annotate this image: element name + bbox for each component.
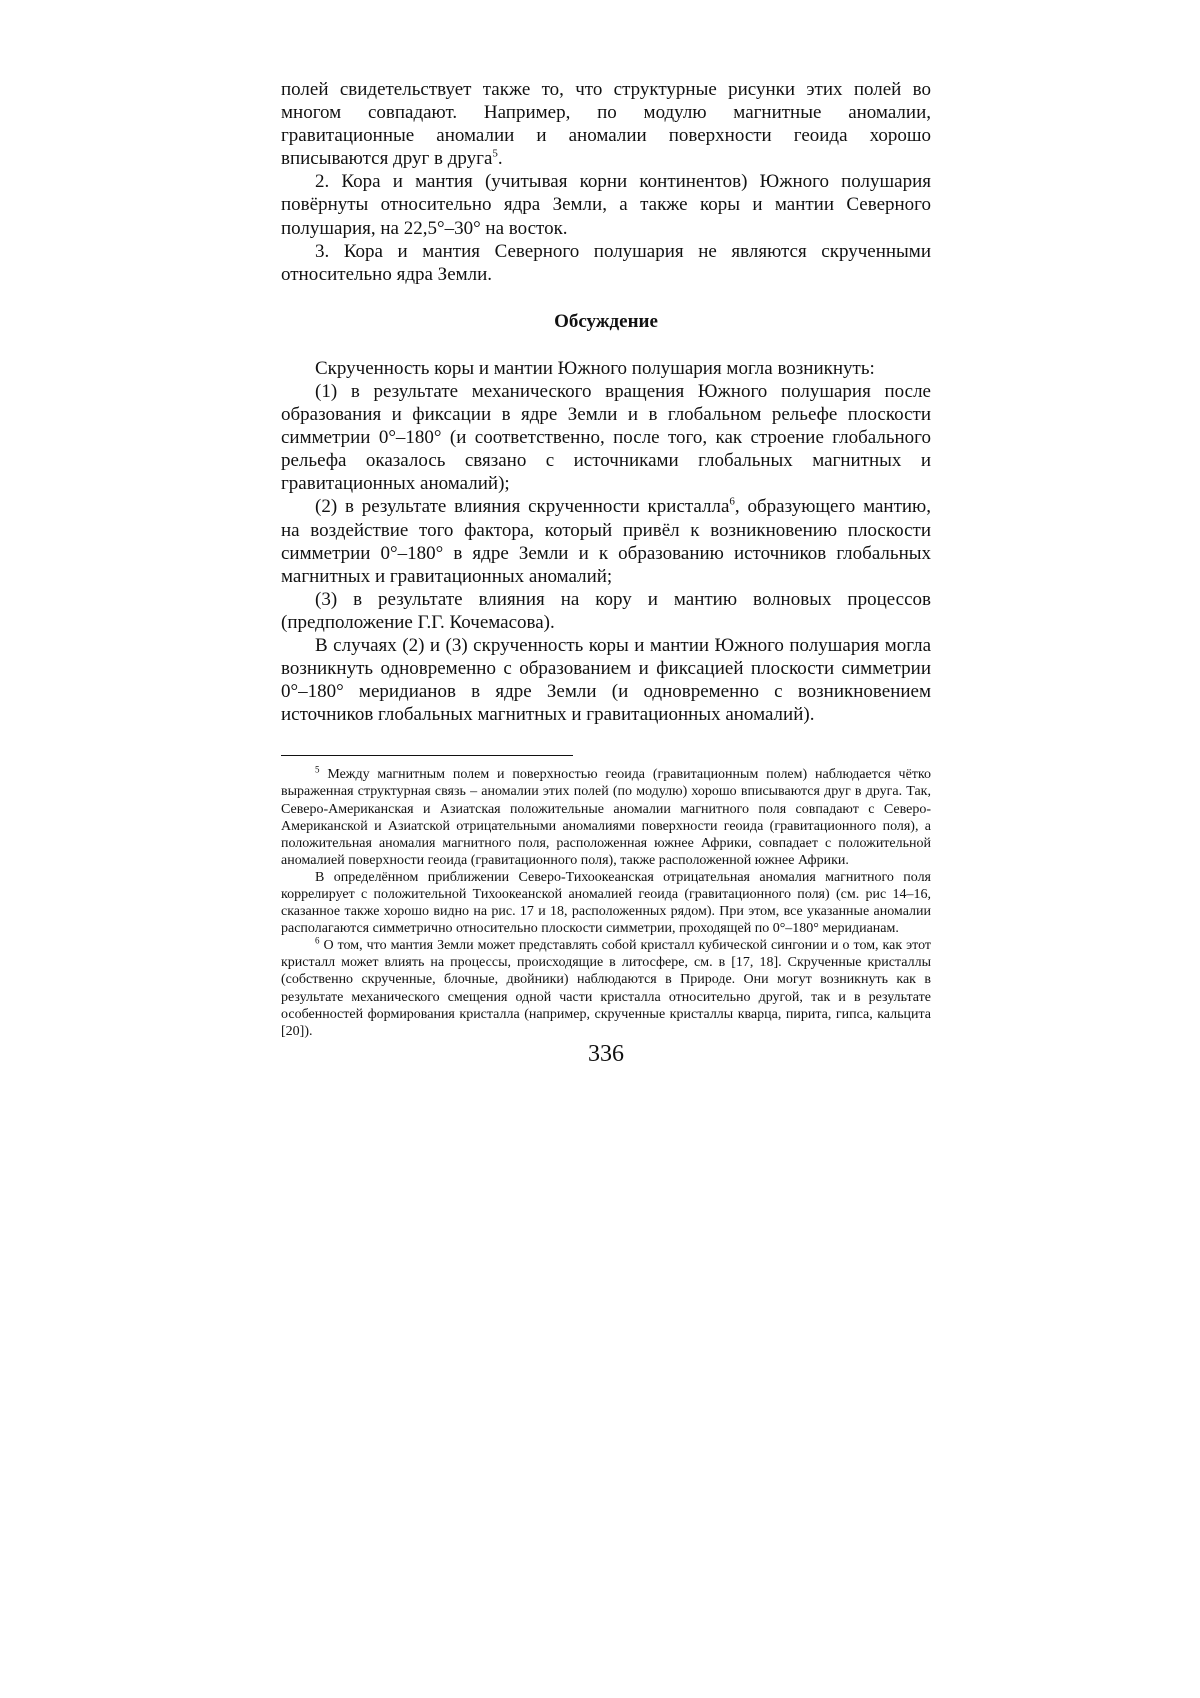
footnote-text: Между магнитным полем и поверхностью геоида (гравитационным полем) наблюдается чётко выраженная структурная связь – аномалии этих полей (по модулю) хорошо вписываются друг в друга. Так, Северо-Американская и Азиатская положительные аномалии магнитного поля совпадают с Северо-Американской и Азиатской отрицательными аномалиями поверхности геоида (гравитационного поля), а положительная аномалия магнитного поля, расположенная южнее Африки, совпадает с положительной аномалией поверхности геоида (гравитационного поля), также расположенной южнее Африки. <box>281 767 931 868</box>
discussion-conclusion: В случаях (2) и (3) скрученность коры и мантии Южного полушария могла возникнуть одновременно с образованием и фиксацией плоскости симметрии 0°–180° меридианов в ядре Земли (и одновременно с возникновением источников глобальных магнитных и гравитационных аномалий). <box>281 634 931 726</box>
footnote-ref-6[interactable]: 6 <box>729 496 735 509</box>
conclusion-item-3: 3. Кора и мантия Северного полушария не являются скрученными относительно ядра Земли. <box>281 240 931 285</box>
discussion-item-3: (3) в результате влияния на кору и мантию волновых процессов (предположение Г.Г. Кочемасова). <box>281 588 931 633</box>
footnote-ref-5[interactable]: 5 <box>492 147 498 160</box>
paragraph-continuation <box>281 78 931 170</box>
footnote-mark-5: 5 <box>315 764 320 775</box>
footnote-separator <box>281 755 573 756</box>
paragraph-text: полей свидетельствует также то, что структурные рисунки этих полей во многом совпадают. Например, по модулю магнитные аномалии, гравитационные аномалии и аномалии поверхности геоида хорошо вписываются друг в друга <box>281 79 931 170</box>
discussion-item-2 <box>281 495 931 587</box>
section-heading: Обсуждение <box>554 310 658 332</box>
conclusion-item-2: 2. Кора и мантия (учитывая корни континентов) Южного полушария повёрнуты относительно ядра Земли, а также коры и мантии Северного полушария, на 22,5°–30° на восток. <box>281 171 931 239</box>
page-number: 336 <box>588 1040 624 1067</box>
footnote-6 <box>281 937 931 1040</box>
footnote-text: О том, что мантия Земли может представлять собой кристалл кубической сингонии и о том, как этот кристалл может влиять на процессы, происходящие в литосфере, см. в [17, 18]. Скрученные кристаллы (собственно скрученные, блочные, двойники) наблюдаются в Природе. Они могут возникнуть как в результате механического смещения одной части кристалла относительно другой, так и в результате особенностей формирования кристалла (например, скрученные кристаллы кварца, пирита, гипса, кальцита [20]). <box>281 938 932 1039</box>
paragraph-end: , образующего мантию, на воздействие того фактора, который привёл к возникновению плоскости симметрии 0°–180° в ядре Земли и к образованию источников глобальных магнитных и гравитационных аномалий; <box>281 496 931 587</box>
paragraph-end: . <box>497 148 503 170</box>
footnotes <box>281 766 931 1040</box>
document-page <box>281 78 931 1068</box>
footnote-5 <box>281 766 931 869</box>
body-text <box>281 78 931 726</box>
paragraph-text: (2) в результате влияния скрученности кристалла <box>315 496 730 518</box>
discussion-item-1: (1) в результате механического вращения Южного полушария после образования и фиксации в ядре Земли и в глобальном рельефе плоскости симметрии 0°–180° (и соответственно, после того, как строение глобального рельефа оказалось связано с источниками глобальных магнитных и гравитационных аномалий); <box>281 380 931 495</box>
footnote-mark-6: 6 <box>315 935 320 946</box>
footnote-5-continued: В определённом приближении Северо-Тихоокеанская отрицательная аномалия магнитного поля коррелирует с положительной Тихоокеанской аномалией геоида (гравитационного поля) (см. рис 14–16, сказанное также хорошо видно на рис. 17 и 18, расположенных рядом). При этом, все указанные аномалии располагаются симметрично относительно плоскости симметрии, проходящей по 0°–180° меридианам. <box>281 869 931 937</box>
discussion-intro: Скрученность коры и мантии Южного полушария могла возникнуть: <box>315 357 875 379</box>
